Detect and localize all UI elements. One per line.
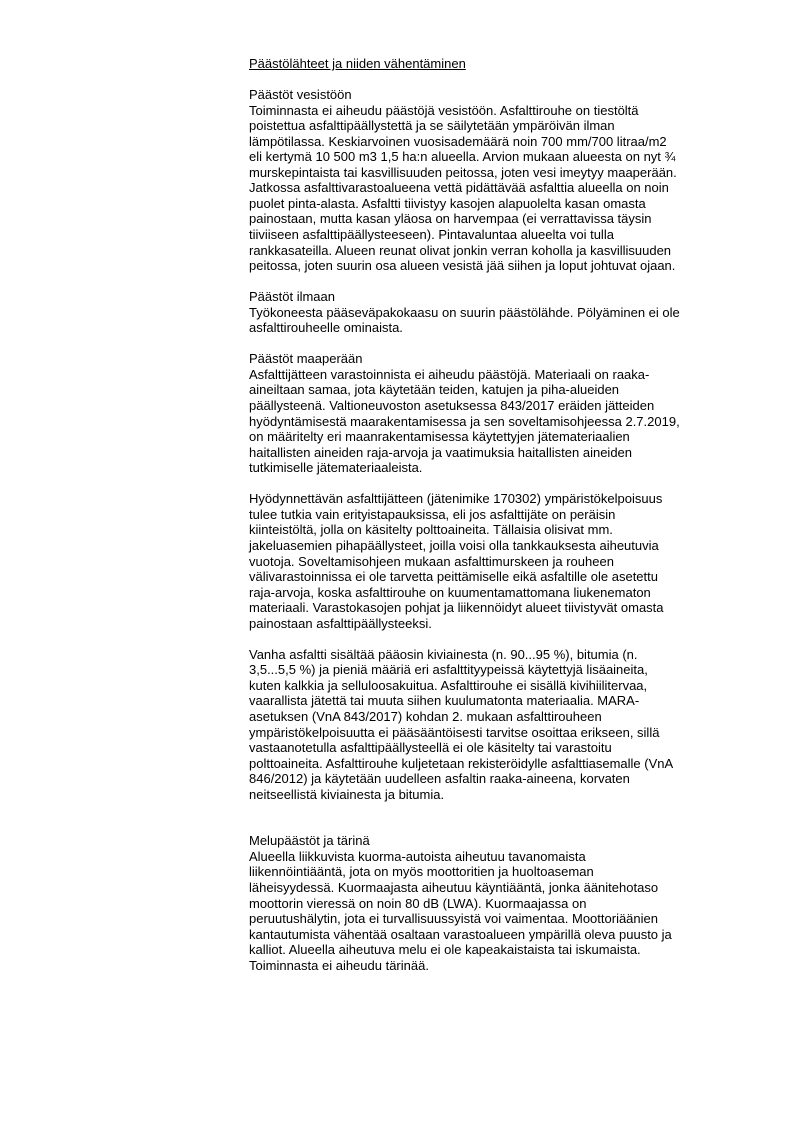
- document-title: Päästölähteet ja niiden vähentäminen: [249, 56, 466, 71]
- spacer: [249, 274, 749, 290]
- section-paragraph: Alueella liikkuvista kuorma-autoista aiheutuu tavanomaista liikennöintiääntä, jota on myös moottoritien ja huoltoaseman läheisyydessä. Kuormaajasta aiheutuu käyntiääntä, jonka äänitehotaso moottorin vieressä on noin 80 dB (LWA). Kuormaajassa on peruutushälytin, jota ei turvallisuussyistä voi vaimentaa. Moottoriäänien kantautumista vähentää osaltaan varastoalueen ympärillä oleva puusto ja kalliot. Alueella aiheutuva melu ei ole kapeakaistaista tai iskumaista. Toiminnasta ei aiheudu tärinää.: [249, 848, 672, 973]
- section-heading: Melupäästöt ja tärinä: [249, 833, 370, 849]
- section-paragraph: Työkoneesta pääseväpakokaasu on suurin päästölähde. Pölyäminen ei ole asfalttirouheelle ominaista.: [249, 304, 680, 336]
- spacer: [249, 631, 749, 647]
- section-paragraph: Vanha asfaltti sisältää pääosin kiviainesta (n. 90...95 %), bitumia (n. 3,5...5,5 %) ja pieniä määriä eri asfalttityypeissä käytettyjä lisäaineita, kuten kalkkia ja selluloosakuitua. Asfalttirouhe ei sisällä kivihiilitervaa, vaarallista jätettä tai muuta siihen kuulumatonta materiaalia. MARA- asetuksen (VnA 843/2017) kohdan 2. mukaan asfalttirouheen ympäristökelpoisuutta ei pääsääntöisesti tarvitse osoittaa erikseen, sillä vastaanotetulla asfalttipäällysteellä ei ole käsitelty tai varastoitu polttoaineita. Asfalttirouhe kuljetetaan rekisteröidylle asfalttiasemalle (VnA 846/2012) ja käytetään uudelleen asfaltin raaka-aineena, korvaten neitseellistä kiviainesta ja bitumia.: [249, 646, 674, 802]
- section-air-emissions: [249, 289, 749, 336]
- spacer: [249, 802, 749, 833]
- spacer: [249, 476, 749, 492]
- section-paragraph: Hyödynnettävän asfalttijätteen (jätenimike 170302) ympäristökelpoisuus tulee tutkia vain erityistapauksissa, eli jos asfalttijäte on peräisin kiinteistöltä, jolla on käsitelty polttoaineita. Tällaisia olisivat mm. jakeluasemien pihapäällysteet, joilla voisi olla tankkauksesta aiheutuvia vuotoja. Soveltamisohjeen mukaan asfalttimurskeen ja rouheen välivarastoinnissa ei ole tarvetta peittämiselle eikä asfaltille ole asetettu raja-arvoja, koska asfalttirouhe on kuumentamattomana liukenematon materiaali. Varastokasojen pohjat ja liikennöidyt alueet tiivistyvät omasta painostaan asfalttipäällysteeksi.: [249, 491, 664, 631]
- section-water-emissions: [249, 87, 749, 274]
- section-heading: Päästöt vesistöön: [249, 87, 352, 103]
- section-paragraph: Toiminnasta ei aiheudu päästöjä vesistöön. Asfalttirouhe on tiestöltä poistettua asfalttipäällystettä ja se säilytetään ympäröivän ilman lämpötilassa. Keskiarvoinen vuosisademäärä noin 700 mm/700 litraa/m2 eli kertymä 10 500 m3 1,5 ha:n alueella. Arvion mukaan alueesta on nyt ¾ murskepintaista tai kasvillisuuden peitossa, joten vesi imeytyy maaperään. Jatkossa asfalttivarastoalueena vettä pidättävää asfalttia alueella on noin puolet pinta-alasta. Asfaltti tiivistyy kasojen alapuolelta kasan omasta painostaan, mutta kasan yläosa on harvempaa (ei verrattavissa täysin tiiviiseen asfalttipäällysteeseen). Pintavaluntaa alueelta voi tulla rankkasateilla. Alueen reunat olivat jonkin verran koholla ja kasvillisuuden peitossa, joten suurin osa alueen vesistä jää siihen ja loput johtuvat ojaan.: [249, 102, 677, 274]
- section-heading: Päästöt ilmaan: [249, 289, 335, 305]
- document-page: [249, 56, 749, 973]
- section-soil-emissions: [249, 351, 749, 802]
- spacer: [249, 336, 749, 352]
- section-heading: Päästöt maaperään: [249, 351, 363, 367]
- section-noise-vibration: [249, 833, 749, 973]
- section-paragraph: Asfalttijätteen varastoinnista ei aiheudu päästöjä. Materiaali on raaka- aineiltaan samaa, jota käytetään teiden, katujen ja piha-alueiden päällysteenä. Valtioneuvoston asetuksessa 843/2017 eräiden jätteiden hyödyntämisestä maarakentamisessa ja sen soveltamisohjeessa 2.7.2019, on määritelty eri maanrakentamisessa käytettyjen jätemateriaalien haitallisten aineiden raja-arvoja ja vaatimuksia haitallisten aineiden tutkimiselle jätemateriaaleista.: [249, 366, 680, 476]
- spacer: [249, 72, 749, 88]
